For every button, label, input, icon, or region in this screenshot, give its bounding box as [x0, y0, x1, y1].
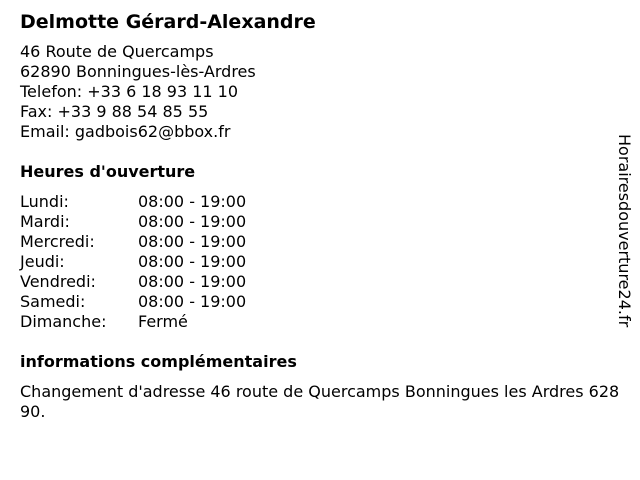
day-label: Mardi:: [20, 212, 70, 231]
day-hours: 08:00 - 19:00: [138, 252, 247, 271]
hours-row-thursday: [20, 252, 620, 272]
day-hours: 08:00 - 19:00: [138, 272, 247, 291]
hours-row-tuesday: [20, 212, 620, 232]
day-label: Vendredi:: [20, 272, 96, 291]
day-label: Mercredi:: [20, 232, 95, 251]
email-address: Email: gadbois62@bbox.fr: [20, 122, 231, 141]
hours-row-sunday: [20, 312, 620, 332]
phone-number: Telefon: +33 6 18 93 11 10: [20, 82, 239, 101]
hours-row-monday: [20, 192, 620, 212]
address-line-2: 62890 Bonningues-lès-Ardres: [20, 62, 256, 81]
day-label: Dimanche:: [20, 312, 107, 331]
hours-heading: Heures d'ouverture: [20, 162, 196, 181]
address-line-1: 46 Route de Quercamps: [20, 42, 214, 61]
day-hours: 08:00 - 19:00: [138, 292, 247, 311]
business-card: [20, 10, 620, 422]
fax-number: Fax: +33 9 88 54 85 55: [20, 102, 209, 121]
opening-hours-table: [20, 192, 620, 332]
day-hours: 08:00 - 19:00: [138, 192, 247, 211]
info-text: Changement d'adresse 46 route de Quercamps Bonningues les Ardres 62890.: [20, 382, 620, 421]
hours-row-wednesday: [20, 232, 620, 252]
hours-row-saturday: [20, 292, 620, 312]
day-label: Jeudi:: [20, 252, 65, 271]
day-hours: 08:00 - 19:00: [138, 212, 247, 231]
info-heading: informations complémentaires: [20, 352, 297, 371]
day-hours: Fermé: [138, 312, 188, 331]
day-label: Lundi:: [20, 192, 69, 211]
site-brand-vertical: Horairesdouverture24.fr: [615, 134, 634, 328]
day-label: Samedi:: [20, 292, 86, 311]
hours-row-friday: [20, 272, 620, 292]
day-hours: 08:00 - 19:00: [138, 232, 247, 251]
business-name: Delmotte Gérard-Alexandre: [20, 11, 316, 33]
